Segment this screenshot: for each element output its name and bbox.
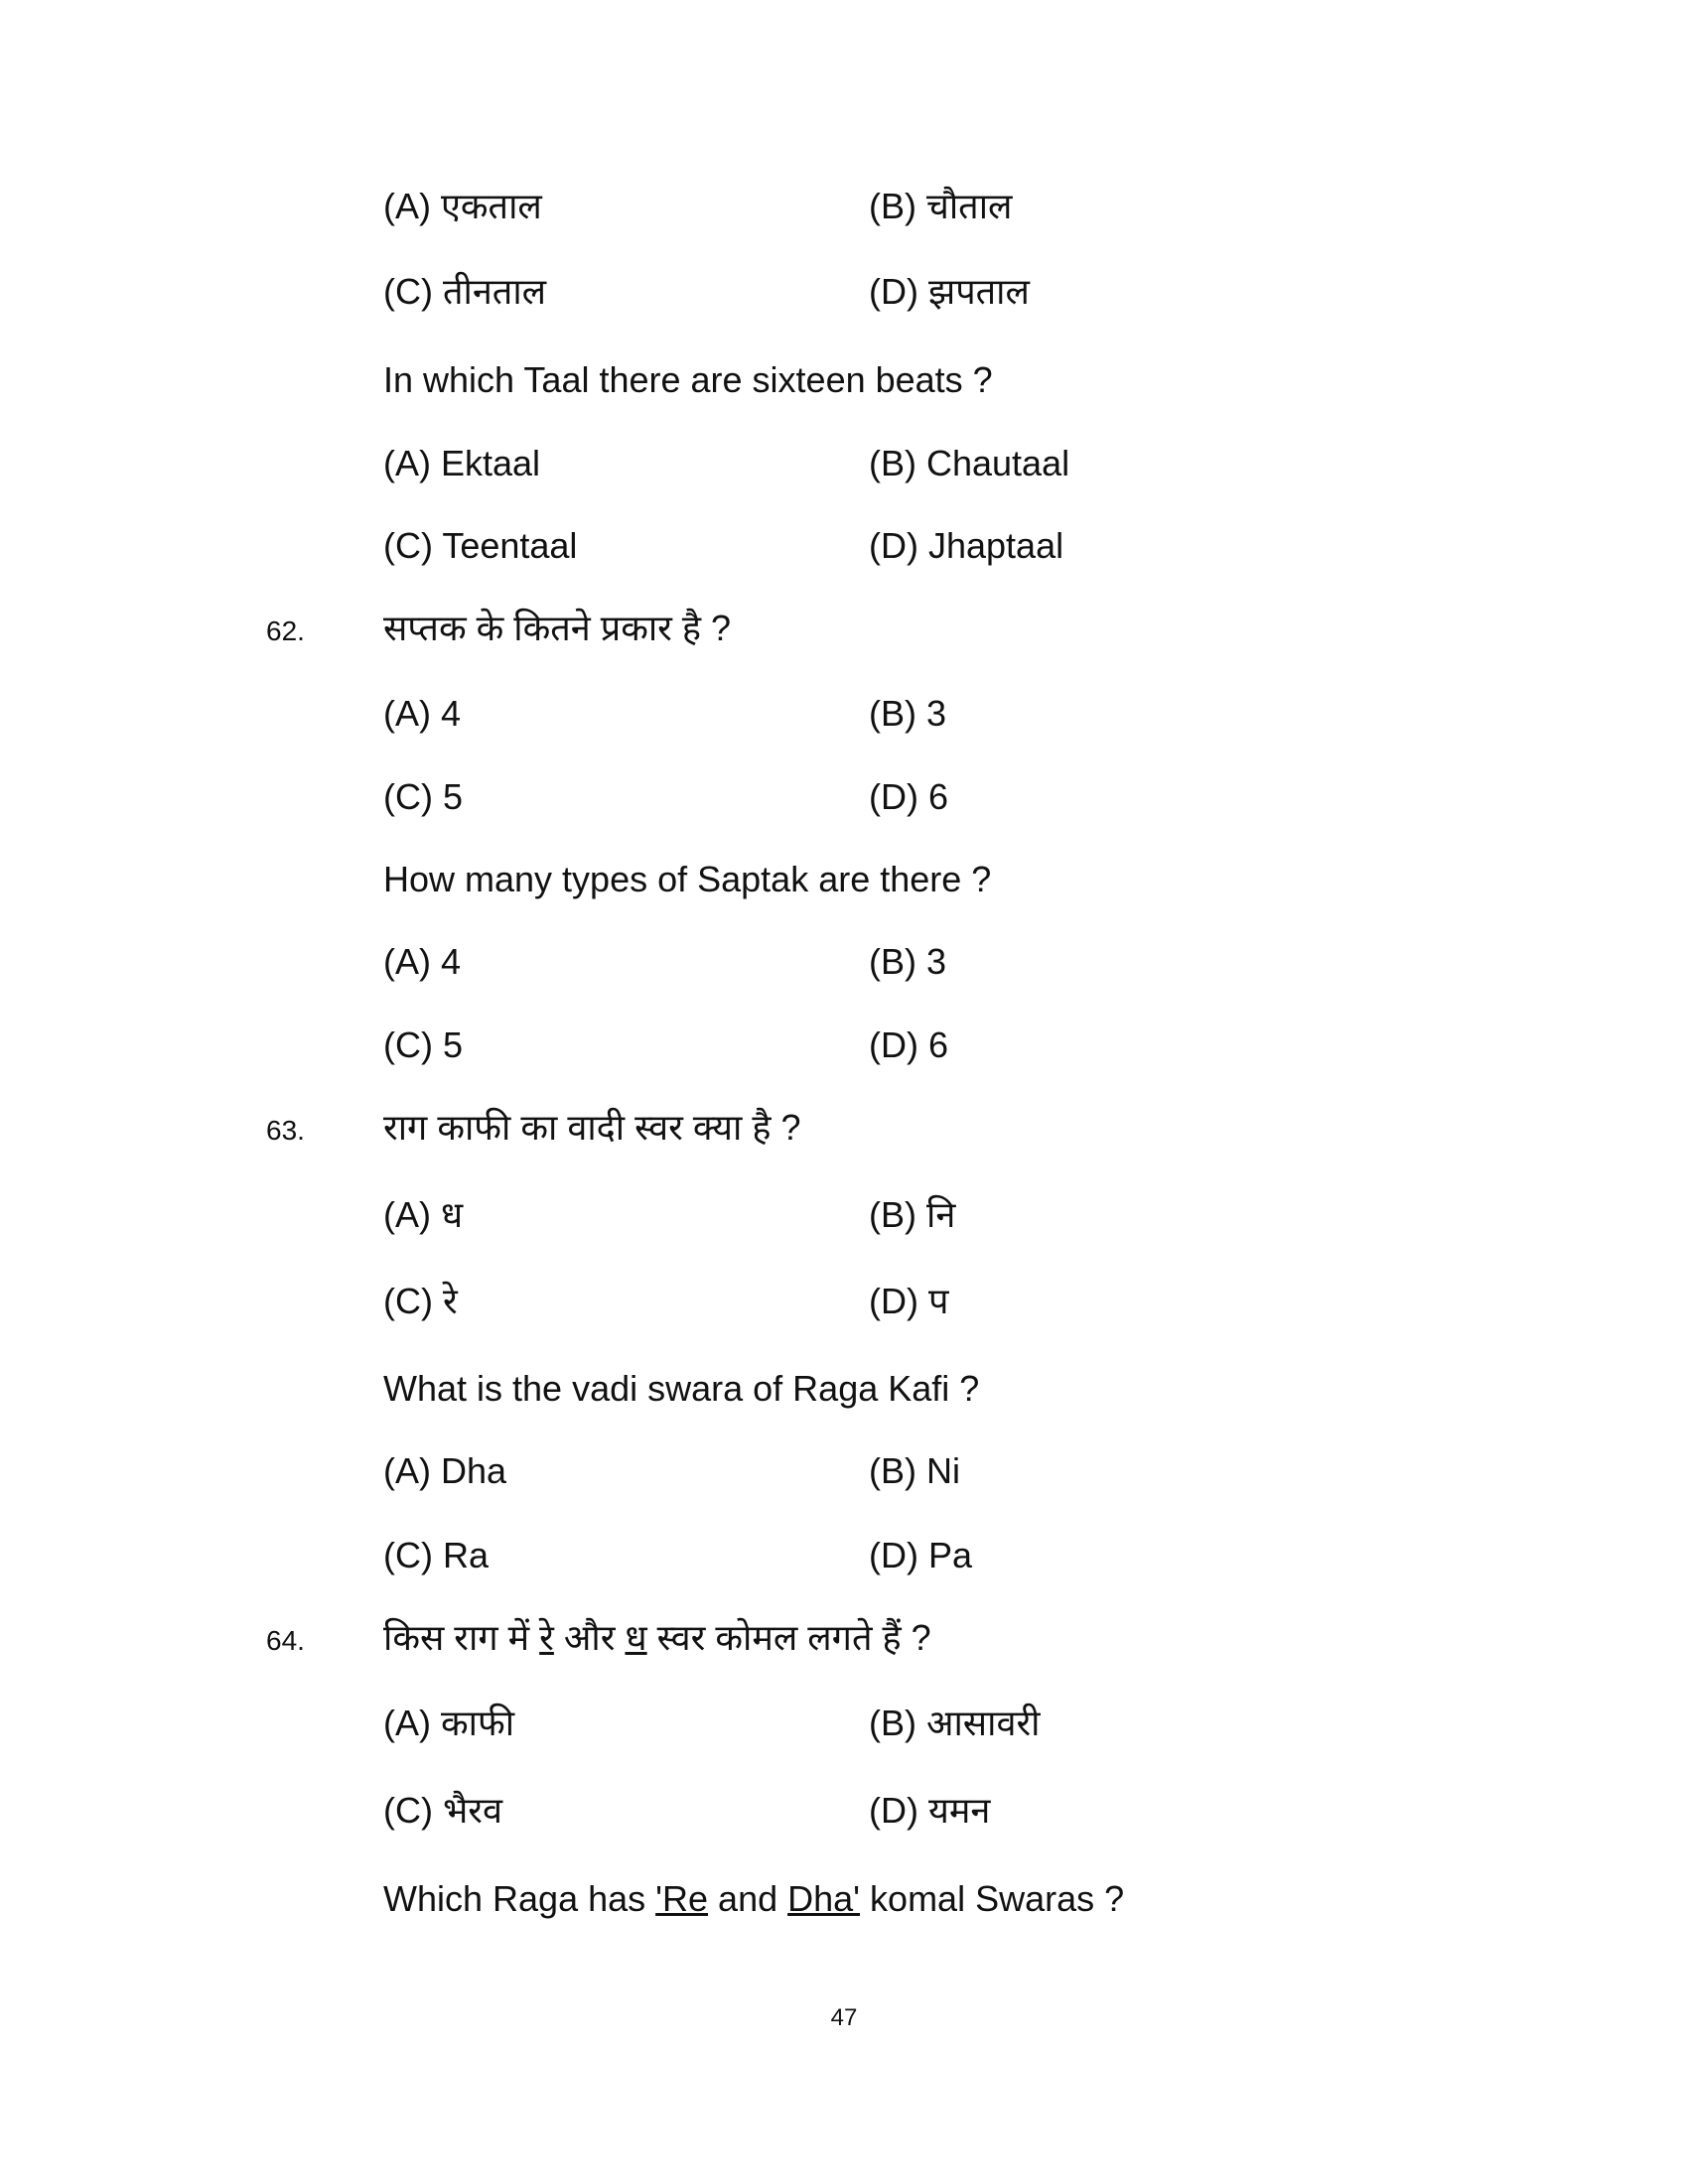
question-text: स्वर कोमल लगते हैं ? [646,1617,931,1658]
question-hindi: सप्तक के कितने प्रकार है ? [383,608,732,648]
option-d-hindi: (D) प [869,1281,949,1321]
option-a-english: (A) Ektaal [383,443,541,483]
option-d-hindi: (D) झपताल [869,271,1030,312]
option-d-english: (D) Pa [869,1535,973,1575]
question-hindi: राग काफी का वादी स्वर क्या है ? [383,1107,801,1148]
option-d-english: (D) 6 [869,1024,948,1065]
underlined-swara-re: रे [539,1617,554,1658]
question-english: What is the vadi swara of Raga Kafi ? [383,1368,980,1409]
underlined-re: 'Re [655,1878,709,1919]
question-hindi [383,1617,931,1658]
option-c-english: (C) Teentaal [383,525,578,566]
question-text: और [553,1617,626,1658]
option-a-hindi: (A) ध [383,1194,464,1235]
option-a-hindi: (A) 4 [383,693,462,734]
option-d-hindi: (D) 6 [869,776,948,817]
option-c-english: (C) Ra [383,1535,489,1575]
option-c-english: (C) 5 [383,1024,463,1065]
option-a-english: (A) Dha [383,1450,507,1491]
question-english: How many types of Saptak are there ? [383,859,992,899]
option-c-hindi: (C) भैरव [383,1790,503,1831]
question-text: and [708,1878,788,1919]
question-text: komal Swaras ? [860,1878,1125,1919]
option-d-hindi: (D) यमन [869,1790,991,1831]
option-a-english: (A) 4 [383,941,462,982]
option-b-hindi: (B) नि [869,1194,956,1235]
option-b-hindi: (B) 3 [869,693,947,734]
question-text: Which Raga has [383,1878,656,1919]
option-c-hindi: (C) तीनताल [383,271,547,312]
question-number: 64. [266,1625,305,1656]
option-b-english: (B) Chautaal [869,443,1070,483]
option-b-english: (B) Ni [869,1450,960,1491]
question-number: 63. [266,1115,305,1146]
option-c-hindi: (C) रे [383,1281,458,1321]
option-a-hindi: (A) काफी [383,1703,515,1743]
option-b-english: (B) 3 [869,941,947,982]
option-a-hindi: (A) एकताल [383,186,542,226]
question-english: In which Taal there are sixteen beats ? [383,359,993,400]
option-b-hindi: (B) आसावरी [869,1703,1041,1743]
option-d-english: (D) Jhaptaal [869,525,1064,566]
page-number: 47 [830,2004,858,2031]
question-number: 62. [266,615,305,646]
underlined-dha: Dha' [787,1878,861,1919]
question-text: किस राग में [383,1617,540,1658]
option-c-hindi: (C) 5 [383,776,463,817]
underlined-swara-dha: ध [625,1617,647,1658]
question-english [383,1878,1125,1919]
option-b-hindi: (B) चौताल [869,186,1013,226]
